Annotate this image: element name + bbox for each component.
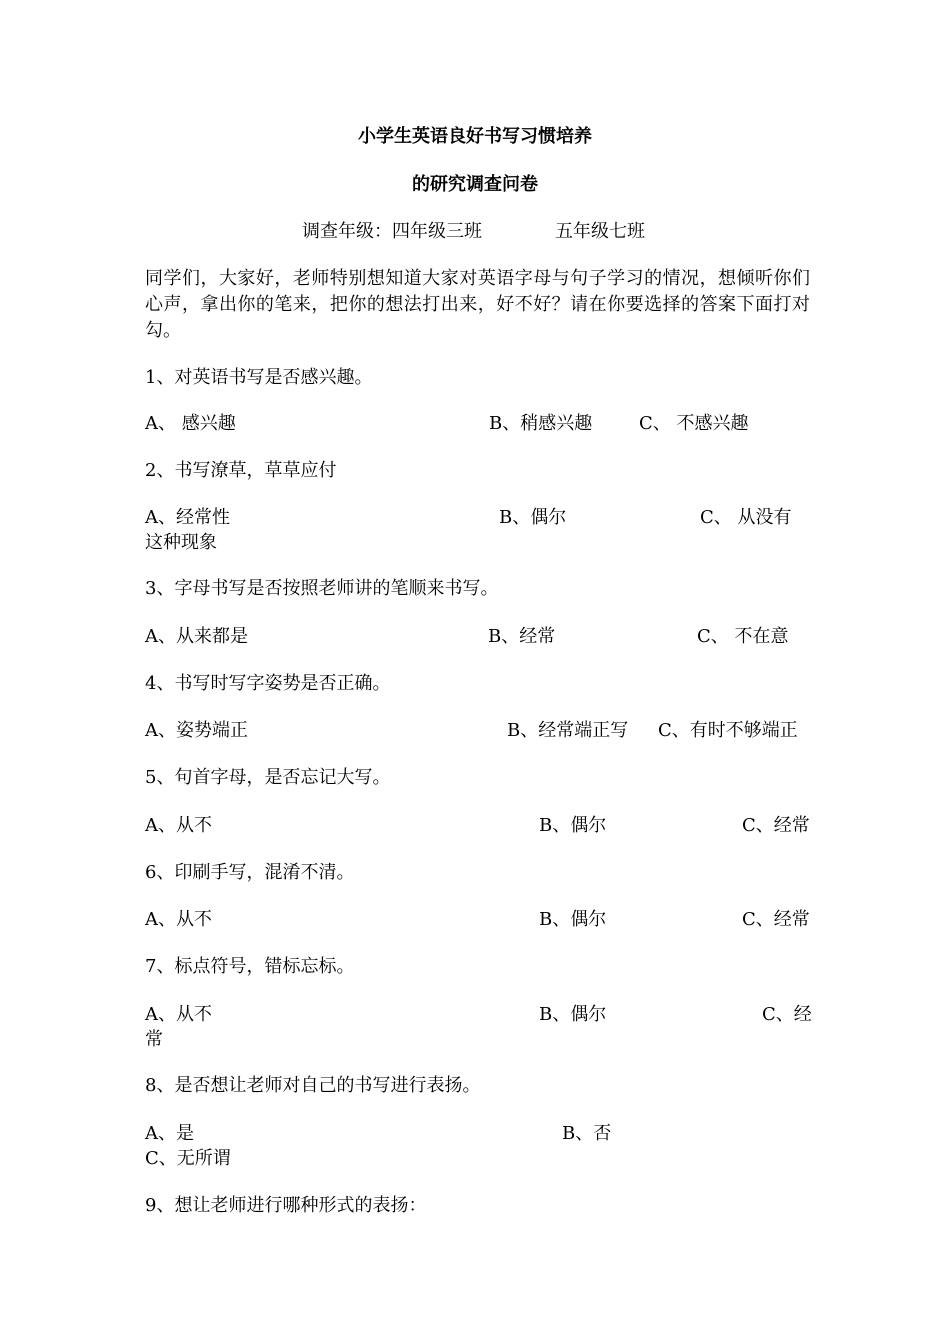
title-line-1: 小学生英语良好书写习惯培养 xyxy=(358,126,592,147)
question-4: 4、书写时写字姿势是否正确。 xyxy=(145,673,391,694)
question-2: 2、书写潦草，草草应付 xyxy=(145,460,337,481)
q2-option-c: C、 从没有 xyxy=(700,507,792,528)
question-3: 3、字母书写是否按照老师讲的笔顺来书写。 xyxy=(145,578,499,599)
question-6: 6、印刷手写，混淆不清。 xyxy=(145,862,355,883)
q5-option-c: C、经常 xyxy=(742,815,810,836)
q7-option-b: B、偶尔 xyxy=(539,1004,607,1025)
question-1: 1、对英语书写是否感兴趣。 xyxy=(145,367,373,388)
q1-option-b: B、稍感兴趣 xyxy=(489,413,593,434)
q7-option-a: A、从不 xyxy=(145,1004,212,1025)
q5-option-a: A、从不 xyxy=(145,815,212,836)
q1-option-a: A、 感兴趣 xyxy=(145,413,236,434)
title-line-2: 的研究调查问卷 xyxy=(412,174,538,195)
q4-option-c: C、有时不够端正 xyxy=(658,720,798,741)
q8-option-b: B、否 xyxy=(562,1123,612,1144)
q3-option-c: C、 不在意 xyxy=(697,626,789,647)
question-7: 7、标点符号，错标忘标。 xyxy=(145,956,355,977)
q7-option-c-wrap: 常 xyxy=(145,1029,163,1050)
survey-grade-1: 调查年级：四年级三班 xyxy=(302,221,482,242)
q6-option-c: C、经常 xyxy=(742,909,810,930)
q8-option-c: C、无所谓 xyxy=(145,1148,231,1169)
q6-option-b: B、偶尔 xyxy=(539,909,607,930)
question-8: 8、是否想让老师对自己的书写进行表扬。 xyxy=(145,1075,481,1096)
q2-option-c-wrap: 这种现象 xyxy=(145,532,217,553)
q4-option-b: B、经常端正写 xyxy=(507,720,629,741)
intro-paragraph: 同学们，大家好，老师特别想知道大家对英语字母与句子学习的情况，想倾听你们心声，拿出你的笔来，把你的想法打出来，好不好？请在你要选择的答案下面打对勾。 xyxy=(145,268,810,341)
q5-option-b: B、偶尔 xyxy=(539,815,607,836)
question-5: 5、句首字母，是否忘记大写。 xyxy=(145,767,391,788)
q4-option-a: A、姿势端正 xyxy=(145,720,248,741)
q2-option-a: A、经常性 xyxy=(145,507,230,528)
q1-option-c: C、 不感兴趣 xyxy=(639,413,749,434)
q7-option-c: C、经 xyxy=(762,1004,812,1025)
question-9: 9、想让老师进行哪种形式的表扬： xyxy=(145,1195,427,1216)
survey-grade-2: 五年级七班 xyxy=(555,221,645,242)
q2-option-b: B、偶尔 xyxy=(499,507,567,528)
q6-option-a: A、从不 xyxy=(145,909,212,930)
q3-option-a: A、从来都是 xyxy=(145,626,248,647)
q3-option-b: B、经常 xyxy=(488,626,556,647)
q8-option-a: A、是 xyxy=(145,1123,194,1144)
